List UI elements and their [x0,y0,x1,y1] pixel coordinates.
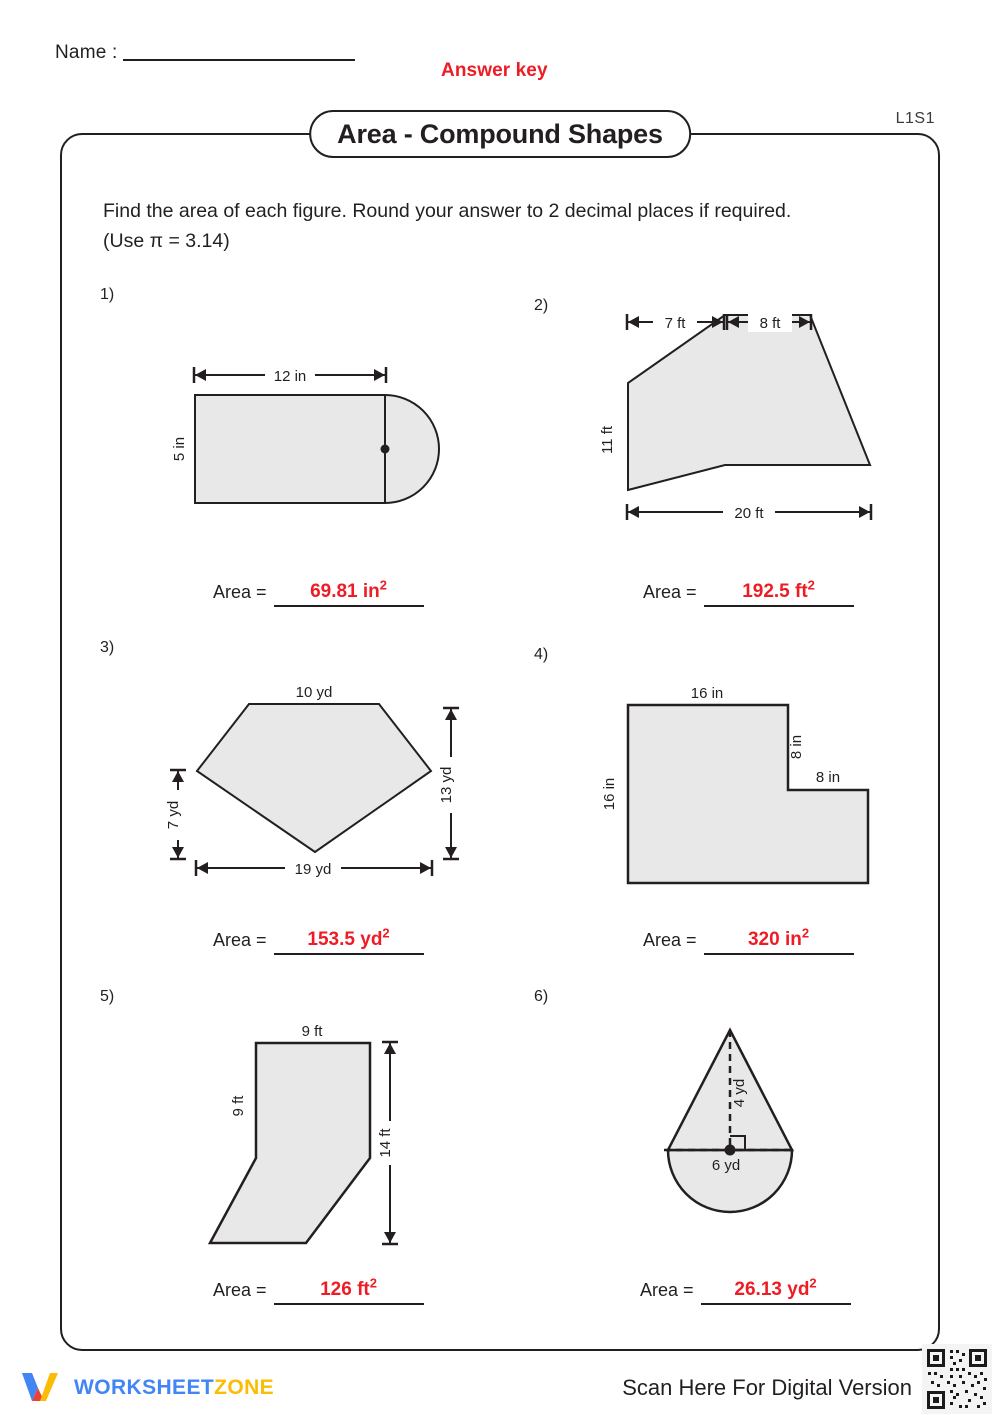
problem-3-figure [155,672,475,897]
label-left: 9 ft [230,1095,247,1117]
answer-value: 26.13 $yd^2$ [734,1276,817,1301]
label-height: 4 yd [731,1078,748,1108]
answer-blank[interactable] [274,1276,424,1305]
label-base: 6 yd [711,1157,741,1174]
label-notch-horizontal: 8 in [815,769,841,786]
instructions-line-1: Find the area of each figure. Round your answer to 2 decimal places if required. [103,200,792,222]
problem-3-answer-row [213,926,424,955]
answer-label: Area = [213,1280,267,1301]
bent-parallelogram [210,1043,370,1243]
label-top: 10 yd [295,684,333,701]
page-title: Area - Compound Shapes [337,118,663,149]
answer-blank[interactable] [274,578,424,607]
answer-label: Area = [640,1280,694,1301]
answer-value: 69.81 $in^2$ [310,578,388,603]
label-top-left: 7 ft [664,315,686,332]
label-left: 16 in [601,777,618,811]
logo-text [74,1376,274,1400]
sheet-code-label: L1S1 [893,110,938,128]
problem-6-figure [620,1015,870,1260]
answer-blank[interactable] [274,926,424,955]
qr-code-icon[interactable] [922,1344,992,1414]
problem-5-number: 5) [100,988,115,1005]
label-height: 5 in [171,436,188,462]
answer-value: 153.5 $yd^2$ [307,926,390,951]
answer-label: Area = [643,930,697,951]
logo-text-primary: WORKSHEET [74,1376,215,1399]
semicircle-body [385,395,439,503]
problem-1-answer-row [213,578,424,607]
logo-text-secondary: ZONE [214,1376,275,1399]
label-top-right: 8 ft [759,315,781,332]
problem-5-figure [190,1018,430,1263]
center-dot [725,1145,736,1156]
answer-blank[interactable] [704,578,854,607]
answer-label: Area = [643,582,697,603]
compound-polygon [628,315,870,490]
name-field-row [55,42,355,64]
worksheet-zone-logo[interactable] [18,1368,274,1408]
problem-5-answer-row [213,1276,424,1305]
label-bottom: 20 ft [734,505,764,522]
instructions-line-2: (Use π = 3.14) [103,230,230,252]
label-right: 14 ft [377,1128,394,1158]
answer-label: Area = [213,930,267,951]
l-shape [628,705,868,883]
problem-2-number: 2) [534,297,549,314]
answer-value: 192.5 $ft^2$ [742,578,815,603]
label-left: 11 ft [599,425,616,455]
pentagon-kite [197,704,431,852]
answer-value: 320 $in^2$ [747,926,810,951]
center-dot [381,445,390,454]
label-width: 12 in [273,368,307,385]
scan-here-text: Scan Here For Digital Version [622,1375,912,1400]
worksheet-title-badge [309,110,691,158]
answer-label: Area = [213,582,267,603]
label-top: 9 ft [301,1023,323,1040]
name-write-line[interactable] [123,59,355,61]
problem-6-number: 6) [534,988,549,1005]
answer-blank[interactable] [704,926,854,955]
label-right: 13 yd [438,766,455,804]
label-notch-vertical: 8 in [788,734,805,760]
logo-v-icon [18,1368,64,1408]
answer-value: 126 $ft^2$ [320,1276,377,1301]
answer-blank[interactable] [701,1276,851,1305]
problem-1-number: 1) [100,286,115,303]
answer-key-badge: Answer key [441,60,548,81]
problem-3-number: 3) [100,639,115,656]
problem-4-figure [585,680,895,895]
problem-6-answer-row [640,1276,851,1305]
problem-4-number: 4) [534,646,549,663]
label-top: 16 in [690,685,724,702]
problem-1-figure [160,355,480,535]
problem-2-answer-row [643,578,854,607]
name-label: Name : [55,42,118,63]
problem-4-answer-row [643,926,854,955]
rect-body [195,395,385,503]
problem-2-figure [595,300,895,555]
instructions-block [103,196,893,256]
label-left: 7 yd [165,800,182,830]
label-bottom: 19 yd [294,861,332,878]
